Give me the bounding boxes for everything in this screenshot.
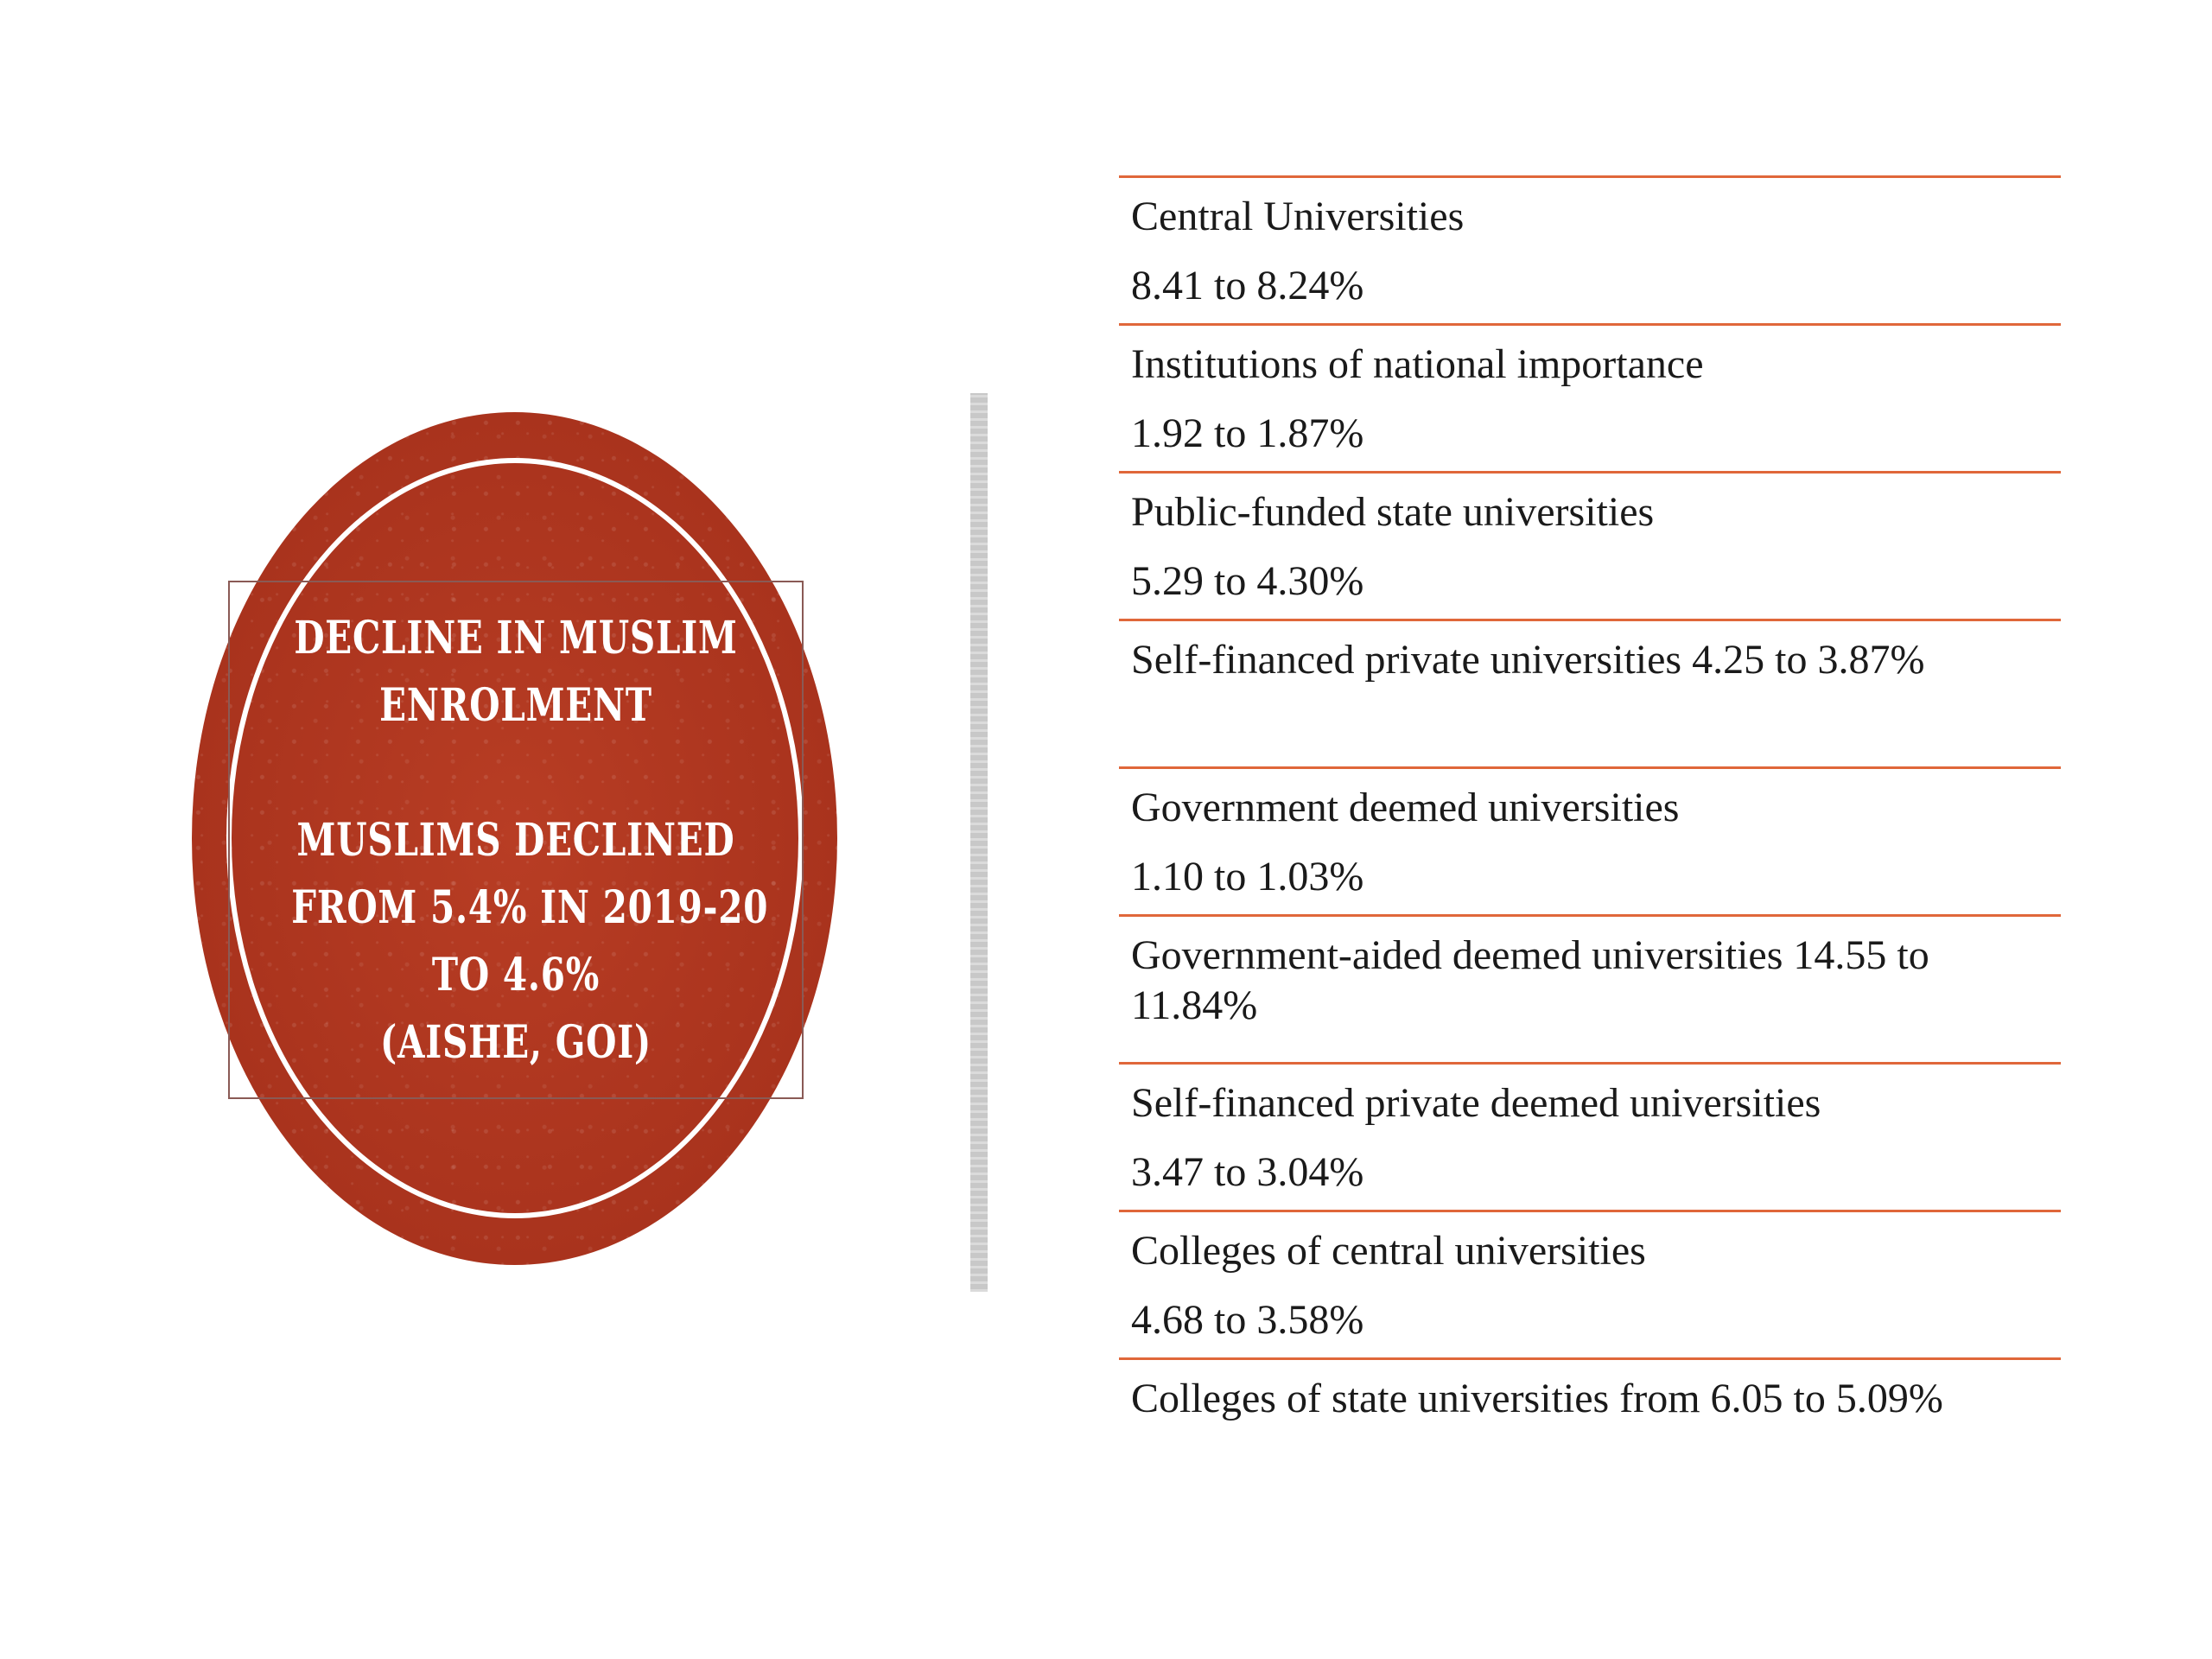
item-value: 3.47 to 3.04% [1131,1149,1364,1195]
item-name: Public-funded state universities [1131,489,1655,535]
list-item [1119,175,2061,323]
list-item [1119,914,2061,1062]
list-item [1119,323,2061,471]
item-value: 4.68 to 3.58% [1131,1297,1364,1343]
list-item [1119,1062,2061,1210]
list-item [1119,619,2061,766]
list-item [1119,1210,2061,1357]
item-name: Central Universities [1131,194,1465,239]
item-name: Government-aided deemed universities 14.55 to 11.84% [1131,932,1929,1028]
item-name: Institutions of national importance [1131,341,1704,387]
badge-heading-line-1: DECLINE IN MUSLIM [294,612,738,664]
item-name: Colleges of central universities [1131,1228,1646,1274]
item-value: 1.10 to 1.03% [1131,854,1364,899]
item-name: Colleges of state universities from 6.05 to 5.09% [1131,1376,1943,1421]
vertical-divider [970,393,988,1292]
item-value: 5.29 to 4.30% [1131,558,1364,604]
item-name: Government deemed universities [1131,785,1680,830]
badge-body-line-3: TO 4.6% [431,949,601,1001]
badge-heading-line-2: ENROLMENT [379,679,652,732]
badge-source: (AISHE, GOI) [380,1016,652,1069]
badge-body-line-1: MUSLIMS DECLINED [296,814,735,867]
list-item [1119,1357,2061,1505]
badge-body-line-2: FROM 5.4% IN 2019-20 [291,881,769,934]
enrolment-list [1119,175,2061,1505]
badge-spacer [291,740,740,807]
item-value: 8.41 to 8.24% [1131,263,1364,308]
list-item [1119,766,2061,914]
item-name: Self-financed private deemed universities [1131,1080,1821,1126]
item-value: 1.92 to 1.87% [1131,410,1364,456]
item-name: Self-financed private universities 4.25 to 3.87% [1131,637,1925,683]
badge-text [291,605,769,1077]
list-item [1119,471,2061,619]
